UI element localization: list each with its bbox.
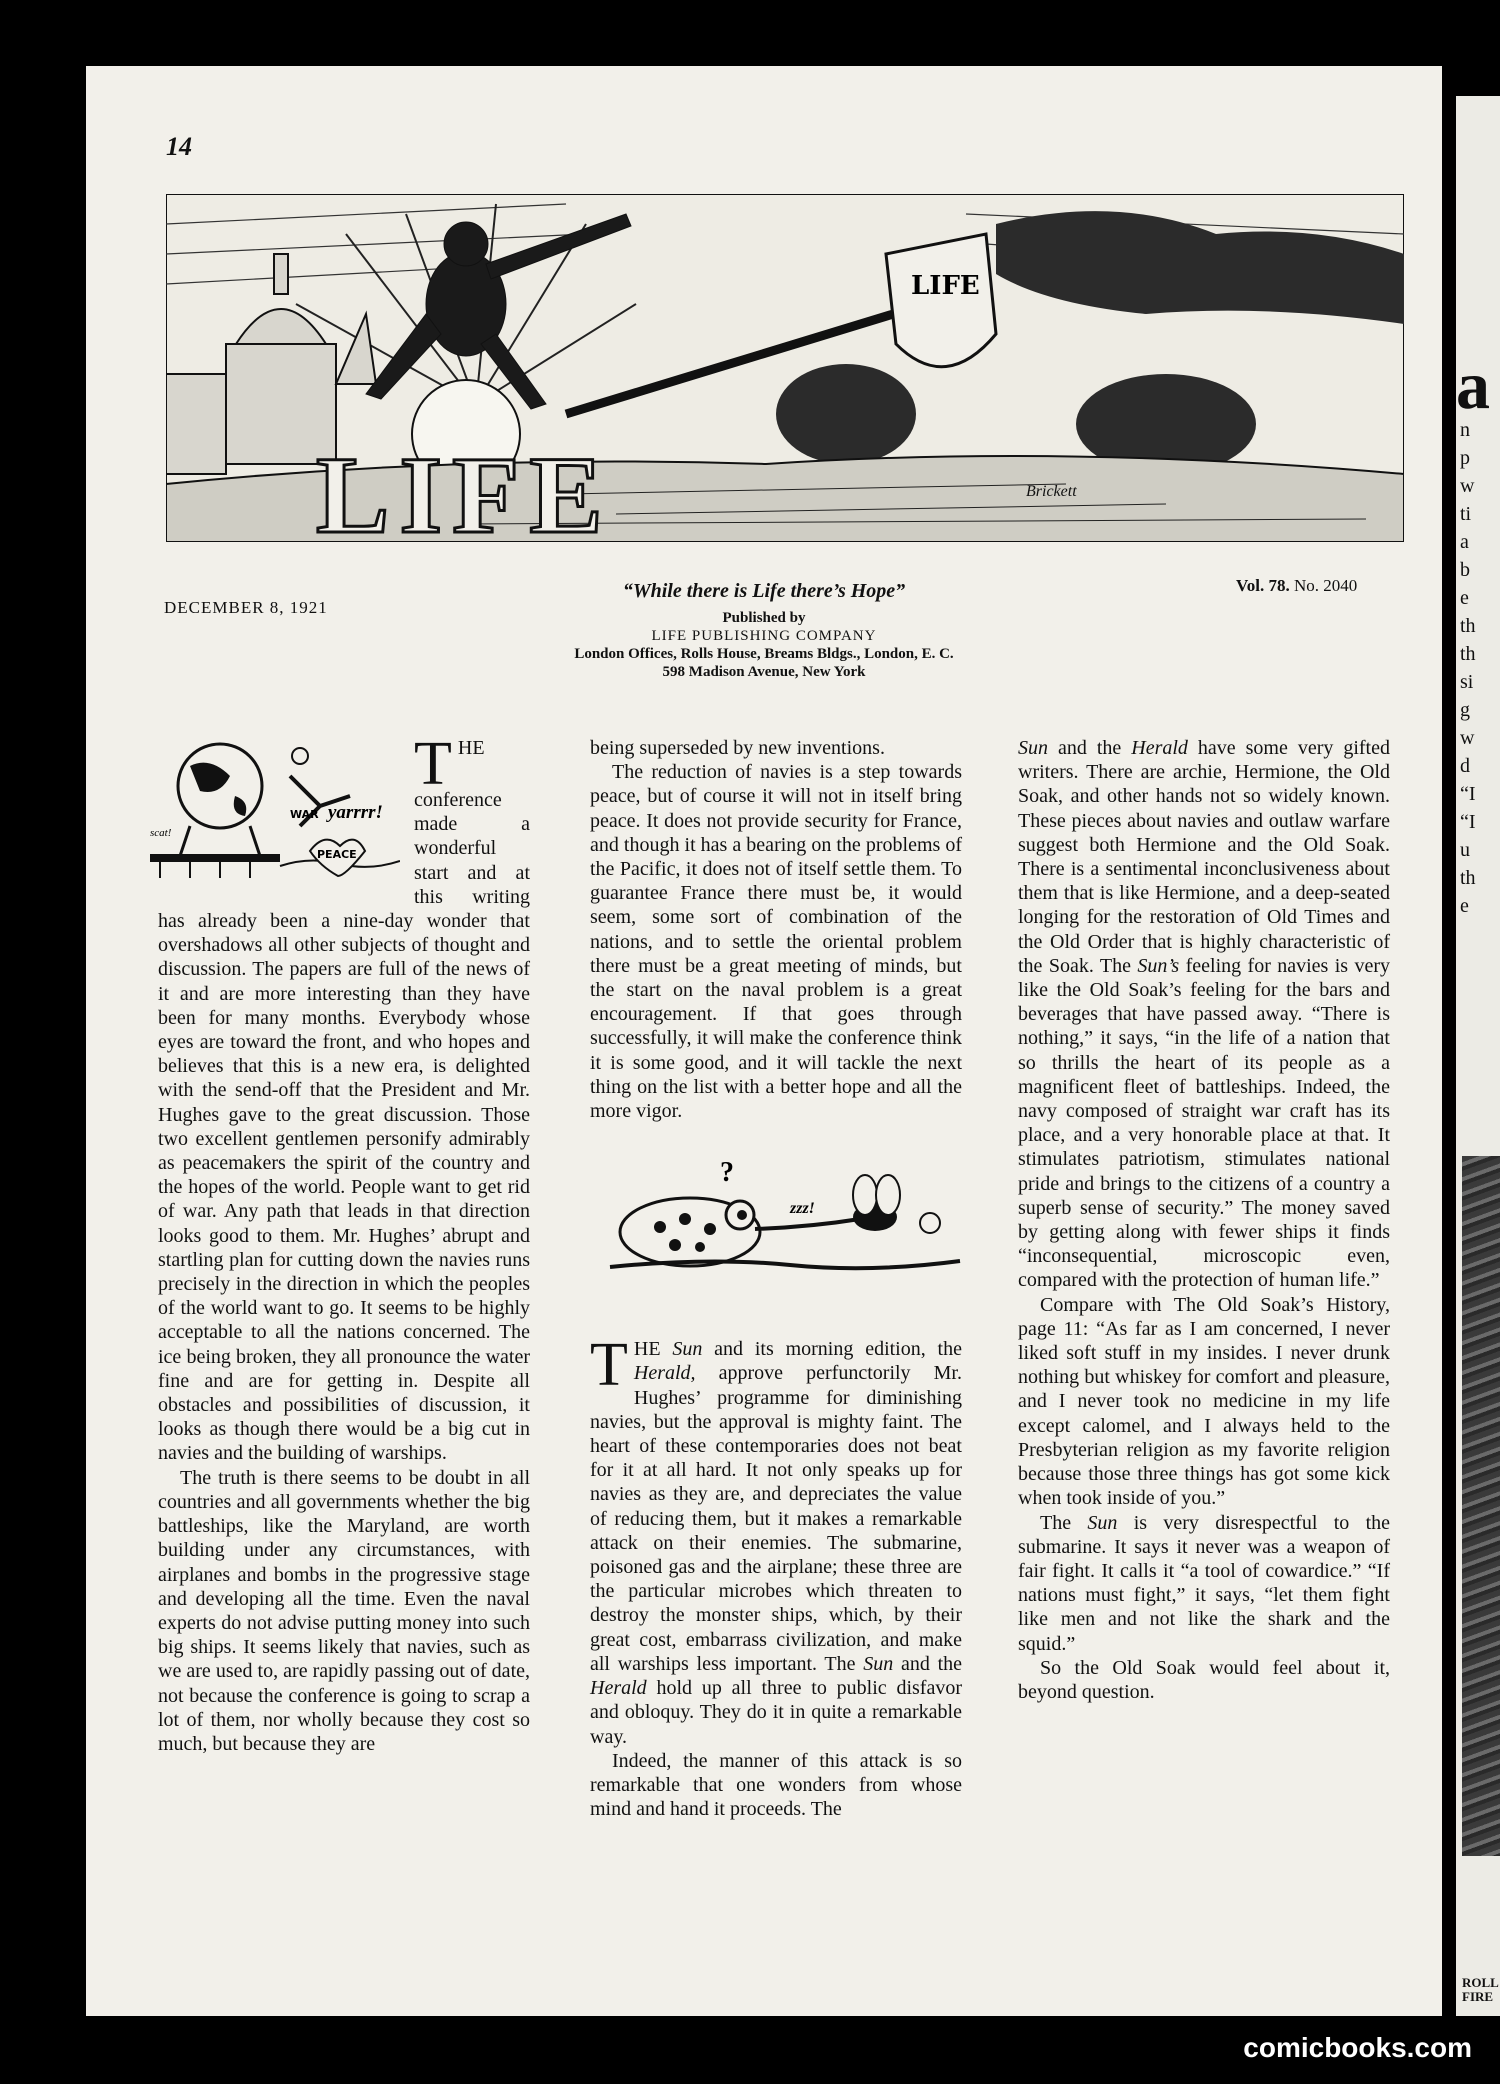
- column-3: [1018, 736, 1390, 1704]
- motto: “While there is Life there’s Hope”: [622, 580, 906, 602]
- adjacent-page-line-fragment: th: [1460, 643, 1476, 665]
- text-span: feeling for navies is very like the Old Soak’s feeling for the bars and beverages that have passed away. “There is nothing,” it says, “in the life of a nation that so thrills the heart of its people as a magnificent fleet of battleships. Indeed, the navy composed of straight war craft has its place, and a very honorable place at that. It stimulates patriotism, stimulates national pride and brings to the citizens of a country a superb sense of security.” The money saved by getting along with fewer ships it finds “inconsequential, microscopic even, compared with the protection of human life.”: [1018, 954, 1390, 1292]
- london-office-address: London Offices, Rolls House, Breams Bldgs., London, E. C.: [574, 646, 954, 662]
- issue-number: No. 2040: [1293, 576, 1358, 595]
- italic-herald: Herald: [590, 1677, 647, 1700]
- volume-label: Vol. 78.: [1236, 576, 1290, 595]
- exclamation-text: yarrrr!: [328, 802, 383, 823]
- col1-paragraph-1: HE conference made a wonderful start and at this writing has already been a nine-day wonder that overshadows all other subjects of thought and discussion. The papers are full of the news of it and are more interesting than they have been for many months. Everybody whose eyes are toward the front, and who hopes and believes that this is a new era, is delighted with the send-off that the President and Mr. Hughes gave to the great discussion. Those two excellent gentlemen personify admirably as peacemakers the spirit of the country and the hopes of the world. People want to get rid of war. Any path that leads in that direction looks good to them. Mr. Hughes’ abrupt and startling plan for cutting down the navies runs precisely in the direction in which the peoples of the world want to go. It seems to be highly acceptable to all the nations concerned. The ice being broken, they all pronounce the water fine and are for getting in. Despite all obstacles and possibilities of discussion, it looks as though there would be a big cut in navies and the building of warships.: [158, 737, 530, 1465]
- adjacent-page-line-fragment: th: [1460, 615, 1476, 637]
- published-by: Published by: [722, 610, 806, 626]
- text-span: The: [1040, 1511, 1088, 1534]
- italic-sun: Sun: [1087, 1511, 1118, 1534]
- drop-cap-2: T: [590, 1331, 628, 1400]
- adjacent-page-line-fragment: “I: [1460, 783, 1476, 805]
- adjacent-page-line-fragment: ti: [1460, 503, 1472, 525]
- italic-herald: Herald: [1131, 737, 1188, 759]
- adjacent-page-line-fragment: “I: [1460, 811, 1476, 833]
- text-span: have some very gifted writers. There are archie, Hermione, the Old Soak, and other hands not so widely known. These pieces about navies and outlaw warfare suggest both Hermione and the Old Soak. There is a sentimental inconclusiveness about them that is like Hermione, and a deep-seated longing for the restoration of Old Times and the Old Order that is highly characteristic of the Soak. The: [1018, 737, 1390, 977]
- new-york-office-address: 598 Madison Avenue, New York: [662, 664, 866, 680]
- text-span: hold up all three to public disfavor and obloquy. They do it in quite a remarkable way.: [590, 1677, 962, 1748]
- adjacent-page-big-letter: a: [1456, 347, 1490, 423]
- scat-text: scat!: [150, 827, 172, 839]
- italic-herald: Herald,: [633, 1362, 696, 1385]
- text-span: approve perfunctorily Mr. Hughes’ programme for diminishing navies, but the approval is mighty faint. The heart of these contemporaries does not beat for it at all hard. It not only speaks up for navies as they are, and depreciates the value of reducing them, but it makes a remarkable attack on their enemies. The submarine, poisoned gas and the airplane; these three are the particular microbes which threaten to destroy the monster ships, which, by their great cost, embarrass civilization, and make all warships less important. The: [590, 1362, 962, 1675]
- adjacent-page-line-fragment: b: [1460, 559, 1470, 581]
- war-label: WAR: [290, 808, 319, 821]
- artist-signature: Brickett: [1026, 483, 1077, 500]
- adjacent-page-edge: [1456, 96, 1500, 2016]
- text-span: HE: [633, 1338, 673, 1361]
- col1-paragraph-2: The truth is there seems to be doubt in all countries and all governments whether the big battleships, like the Maryland, are worth building under any circumstances, with airplanes and bombs in the progressive stage and developing all the time. Even the naval experts do not advise putting money into such big ships. It seems likely that navies, such as we are used to, are rapidly passing out of date, not because the conference is going to scrap a lot of them, nor wholly because they cost so much, but because they are: [158, 1466, 530, 1755]
- adjacent-page-line-fragment: e: [1460, 895, 1469, 917]
- issue-date: DECEMBER 8, 1921: [164, 598, 328, 617]
- adjacent-page-line-fragment: p: [1460, 447, 1470, 469]
- text-span: and its morning edition, the: [702, 1338, 962, 1361]
- adjacent-page-caption: ROLL FIRE: [1462, 1975, 1499, 2004]
- text-span: and the: [1048, 737, 1132, 759]
- text-span: is very disrespectful to the submarine. It says it never was a weapon of fair fight. It calls it “a tool of cowardice.” “If nations must fight,” it says, “let them fight like men and not like the shark and the squid.”: [1018, 1511, 1390, 1655]
- shield-text: LIFE: [911, 271, 980, 301]
- adjacent-page-line-fragment: th: [1460, 867, 1476, 889]
- issue-header: [86, 566, 1442, 696]
- page-number: 14: [166, 132, 192, 161]
- column-1: [150, 730, 530, 1756]
- frog-and-bee-illustration: [590, 1157, 962, 1297]
- col3-paragraph-4: So the Old Soak would feel about it, beyond question.: [1018, 1656, 1390, 1703]
- adjacent-page-line-fragment: d: [1460, 755, 1470, 777]
- col2-paragraph-1: being superseded by new inventions.: [590, 737, 885, 759]
- site-watermark: comicbooks.com: [1243, 2032, 1472, 2063]
- magazine-page: [86, 66, 1442, 2016]
- peace-label: PEACE: [317, 848, 357, 861]
- life-logo: LIFE: [316, 434, 613, 542]
- sound-text: zzz!: [790, 1200, 815, 1218]
- adjacent-page-line-fragment: si: [1460, 671, 1474, 693]
- globe-peace-war-illustration: [150, 736, 400, 886]
- drop-cap: T: [414, 730, 452, 798]
- masthead-illustration: [166, 194, 1404, 542]
- volume-number: [1236, 576, 1357, 596]
- question-mark: ?: [720, 1157, 734, 1189]
- col2-paragraph-4: Indeed, the manner of this attack is so remarkable that one wonders from whose mind and hand it proceeds. The: [590, 1749, 962, 1821]
- italic-suns: Sun’s: [1137, 954, 1180, 977]
- text-span: and the: [893, 1652, 963, 1675]
- col3-paragraph-2: Compare with The Old Soak’s History, page 11: “As far as I am concerned, I never liked soft stuff in my insides. I never drunk nothing but whiskey for comfort and pleasure, and I never took no medicine in my life except calomel, and I always held to the Presbyterian religion as my favorite religion because those three things has got some kick when took inside of you.”: [1018, 1293, 1390, 1510]
- adjacent-page-line-fragment: g: [1460, 699, 1470, 721]
- col2-paragraph-2: The reduction of navies is a step towards peace, but of course it will not in itself bring peace. It does not provide security for France, and though it has a bearing on the problems of the Pacific, it does not of itself settle them. To guarantee France there must be, it would seem, some sort of combination of the nations, and to settle the oriental problem there must be a great meeting of minds, but the start on the naval problem is a great encouragement. If that goes through successfully, it will make the conference think it is some good, and it will tackle the next thing on the list with a better hope and all the more vigor.: [590, 761, 962, 1123]
- italic-sun: Sun: [672, 1338, 703, 1361]
- publisher-name: LIFE PUBLISHING COMPANY: [651, 628, 877, 644]
- column-2: [590, 736, 962, 1821]
- adjacent-page-line-fragment: u: [1460, 839, 1470, 861]
- italic-sun: Sun: [863, 1652, 894, 1675]
- adjacent-page-line-fragment: w: [1460, 727, 1475, 749]
- adjacent-page-line-fragment: a: [1460, 531, 1469, 553]
- adjacent-page-line-fragment: w: [1460, 475, 1475, 497]
- adjacent-page-illustration: [1462, 1156, 1500, 1856]
- italic-sun: Sun: [1018, 737, 1048, 759]
- adjacent-page-line-fragment: n: [1460, 419, 1470, 441]
- adjacent-page-line-fragment: e: [1460, 587, 1469, 609]
